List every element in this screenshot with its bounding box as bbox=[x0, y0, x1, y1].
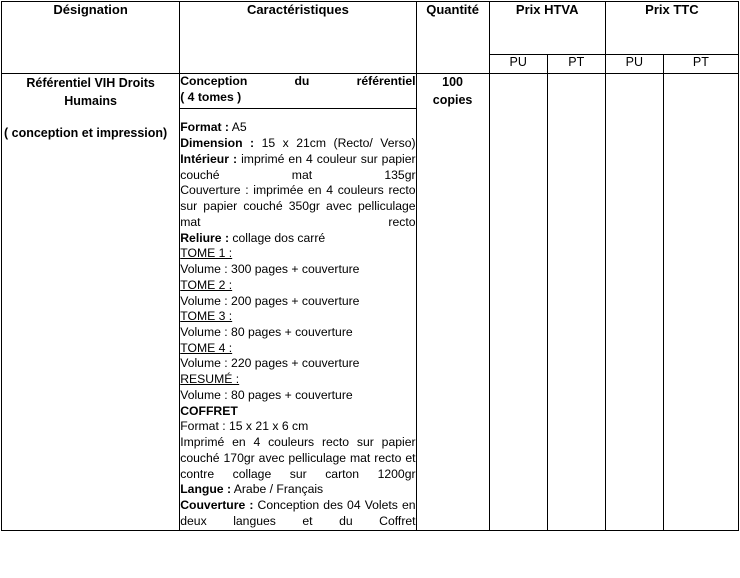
caracteristiques-title bbox=[180, 74, 415, 109]
quantity-value: 100 bbox=[442, 75, 464, 89]
caracteristiques-line bbox=[180, 246, 415, 262]
caracteristiques-line-text: A5 bbox=[231, 120, 247, 135]
caracteristiques-line-text: Volume : 200 pages + couverture bbox=[180, 293, 360, 308]
cell-quantite bbox=[416, 74, 489, 531]
caracteristiques-line-label: Reliure : bbox=[180, 230, 229, 245]
caracteristiques-line bbox=[180, 372, 415, 388]
header-prix-htva: Prix HTVA bbox=[489, 2, 605, 55]
caracteristiques-line bbox=[180, 435, 415, 482]
caracteristiques-line bbox=[180, 183, 415, 230]
document-page bbox=[0, 1, 740, 578]
cell-designation bbox=[2, 74, 180, 531]
header-caracteristiques: Caractéristiques bbox=[180, 2, 416, 74]
caracteristiques-line-label: Intérieur : bbox=[180, 151, 238, 166]
caracteristiques-line bbox=[180, 294, 415, 310]
caracteristiques-line-text: Volume : 80 pages + couverture bbox=[180, 325, 353, 340]
caracteristiques-line-text: Volume : 80 pages + couverture bbox=[180, 387, 353, 402]
caracteristiques-title-line2: ( 4 tomes ) bbox=[180, 89, 242, 104]
cell-ttc-pu[interactable] bbox=[605, 74, 663, 531]
cell-htva-pu[interactable] bbox=[489, 74, 547, 531]
subheader-htva-pt: PT bbox=[547, 55, 605, 74]
caracteristiques-line-label: COFFRET bbox=[180, 403, 238, 418]
caracteristiques-line-text: Couverture : imprimée en 4 couleurs recto sur papier couché 350gr avec pelliculage mat recto bbox=[180, 183, 416, 229]
caracteristiques-line bbox=[180, 309, 415, 325]
caracteristiques-line-text: imprimé en 4 couleur sur papier couché mat 135gr bbox=[180, 151, 416, 182]
caracteristiques-line-label: TOME 2 : bbox=[180, 277, 233, 292]
caracteristiques-line bbox=[180, 356, 415, 372]
caracteristiques-line-text: Imprimé en 4 couleurs recto sur papier couché 170gr avec pelliculage mat recto et contre collage sur carton 1200gr bbox=[180, 435, 416, 481]
caracteristiques-line bbox=[180, 262, 415, 278]
caracteristiques-line bbox=[180, 341, 415, 357]
caracteristiques-line-label: Langue : bbox=[180, 482, 232, 497]
caracteristiques-line-label: Format : bbox=[180, 120, 229, 135]
caracteristiques-line bbox=[180, 482, 415, 498]
table-row bbox=[2, 74, 739, 531]
caracteristiques-line-text: collage dos carré bbox=[232, 230, 326, 245]
caracteristiques-line-text: Format : 15 x 21 x 6 cm bbox=[180, 419, 309, 434]
caracteristiques-lines bbox=[180, 120, 415, 529]
caracteristiques-line bbox=[180, 388, 415, 404]
caracteristiques-line bbox=[180, 136, 415, 152]
quantity-unit: copies bbox=[432, 92, 473, 107]
caracteristiques-line-label: Couverture : bbox=[180, 498, 254, 513]
caracteristiques-line-text: Volume : 300 pages + couverture bbox=[180, 262, 360, 277]
caracteristiques-line bbox=[180, 404, 415, 420]
cell-caracteristiques bbox=[180, 74, 416, 531]
subheader-ttc-pu: PU bbox=[605, 55, 663, 74]
caracteristiques-line-label: Dimension : bbox=[180, 136, 255, 151]
caracteristiques-line-label: TOME 4 : bbox=[180, 340, 233, 355]
caracteristiques-line-label: TOME 3 : bbox=[180, 309, 233, 324]
caracteristiques-line-label: RESUMÉ : bbox=[180, 372, 240, 387]
caracteristiques-title-line1: Conception du référentiel bbox=[180, 74, 416, 88]
header-prix-ttc: Prix TTC bbox=[605, 2, 738, 55]
caracteristiques-line bbox=[180, 152, 415, 183]
caracteristiques-line-text: Volume : 220 pages + couverture bbox=[180, 356, 360, 371]
caracteristiques-line-label: TOME 1 : bbox=[180, 246, 233, 261]
caracteristiques-line bbox=[180, 278, 415, 294]
cell-ttc-pt[interactable] bbox=[663, 74, 738, 531]
caracteristiques-line bbox=[180, 120, 415, 136]
quotation-table bbox=[1, 1, 739, 531]
caracteristiques-line-text: Arabe / Français bbox=[233, 482, 324, 497]
caracteristiques-line-text: Conception des 04 Volets en deux langues et du Coffret bbox=[180, 498, 416, 528]
cell-htva-pt[interactable] bbox=[547, 74, 605, 531]
designation-main: Référentiel VIH Droits Humains bbox=[26, 76, 155, 109]
subheader-ttc-pt: PT bbox=[663, 55, 738, 74]
table-header-row bbox=[2, 2, 739, 55]
title-spacer bbox=[180, 111, 415, 120]
caracteristiques-line bbox=[180, 325, 415, 341]
caracteristiques-line bbox=[180, 498, 415, 529]
designation-sub: ( conception et impression) bbox=[4, 126, 168, 141]
header-quantite: Quantité bbox=[416, 2, 489, 74]
caracteristiques-line-text: 15 x 21cm (Recto/ Verso) bbox=[261, 136, 416, 151]
caracteristiques-line bbox=[180, 231, 415, 247]
caracteristiques-line bbox=[180, 419, 415, 435]
header-designation: Désignation bbox=[2, 2, 180, 74]
subheader-htva-pu: PU bbox=[489, 55, 547, 74]
